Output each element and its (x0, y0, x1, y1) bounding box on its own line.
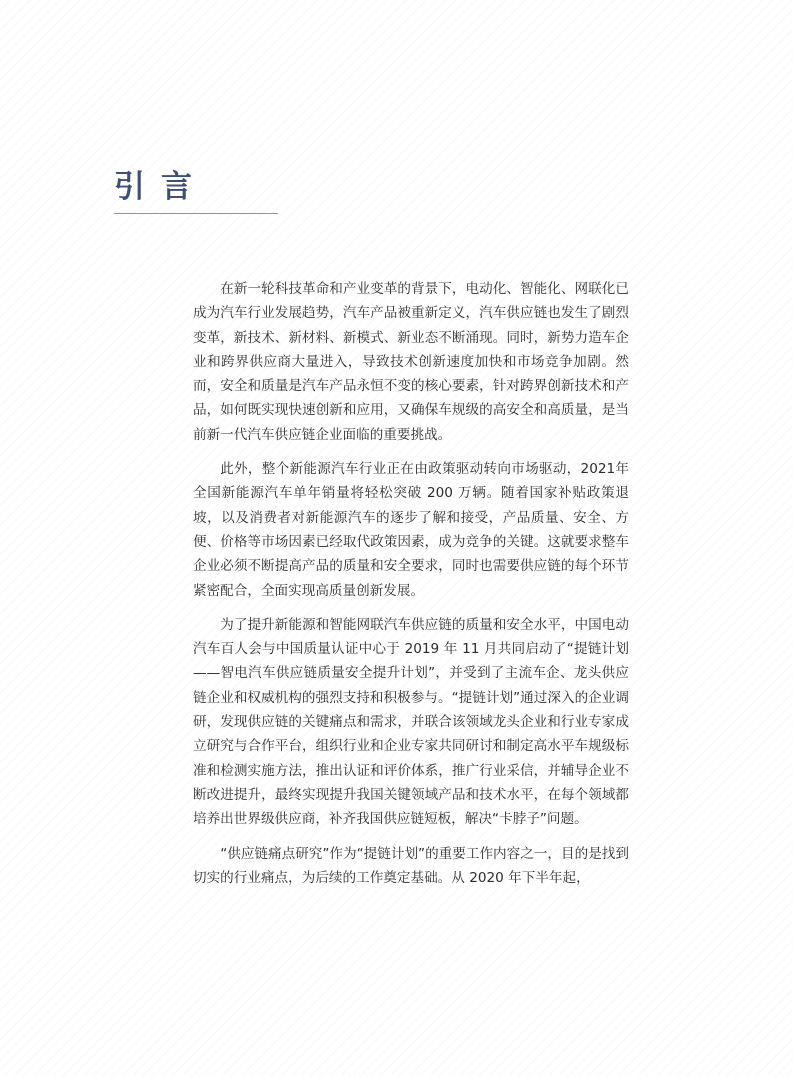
paragraph-3: 为了提升新能源和智能网联汽车供应链的质量和安全水平，中国电动汽车百人会与中国质量认证中心于 2019 年 11 月共同启动了“提链计划——智电汽车供应链质量安全提升计划”，并受到了主流车企、龙头供应链企业和权威机构的强烈支持和积极参与。“提链计划”通过深入的企业调研，发现供应链的关键痛点和需求，并联合该领域龙头企业和行业专家成立研究与合作平台，组织行业和企业专家共同研讨和制定高水平车规级标准和检测实施方法，推出认证和评价体系，推广行业采信，并辅导企业不断改进提升，最终实现提升我国关键领域产品和技术水平，在每个领域都培养出世界级供应商，补齐我国供应链短板，解决“卡脖子”问题。 (193, 616, 629, 828)
title-underline (114, 213, 278, 214)
page-title: 引言 (114, 169, 208, 205)
paragraph-1: 在新一轮科技革命和产业变革的背景下，电动化、智能化、网联化已成为汽车行业发展趋势，汽车产品被重新定义，汽车供应链也发生了剧烈变革，新技术、新材料、新模式、新业态不断涌现。同时，新势力造车企业和跨界供应商大量进入，导致技术创新速度加快和市场竞争加剧。然而，安全和质量是汽车产品永恒不变的核心要素，针对跨界创新技术和产品，如何既实现快速创新和应用，又确保车规级的高安全和高质量，是当前新一代汽车供应链企业面临的重要挑战。 (193, 281, 629, 443)
paragraph-2: 此外，整个新能源汽车行业正在由政策驱动转向市场驱动，2021年全国新能源汽车单年销量将轻松突破 200 万辆。随着国家补贴政策退坡，以及消费者对新能源汽车的逐步了解和接受，产品质量、安全、方便、价格等市场因素已经取代政策因素，成为竞争的关键。这就要求整车企业必须不断提高产品的质量和安全要求，同时也需要供应链的每个环节紧密配合，全面实现高质量创新发展。 (193, 461, 629, 599)
paragraph-4: “供应链痛点研究”作为“提链计划”的重要工作内容之一，目的是找到切实的行业痛点，为后续的工作奠定基础。从 2020 年下半年起， (193, 845, 629, 886)
body-text (193, 277, 629, 900)
